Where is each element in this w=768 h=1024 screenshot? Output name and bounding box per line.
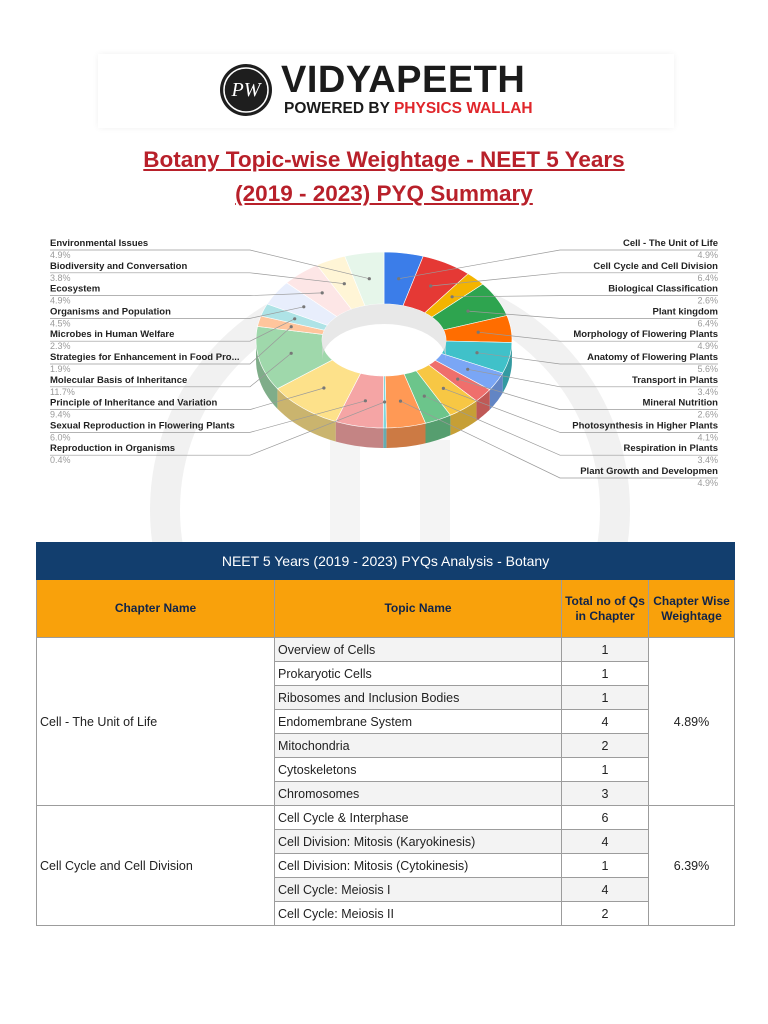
- topic-name-cell: Cell Division: Mitosis (Karyokinesis): [275, 830, 562, 854]
- table-row: [37, 806, 735, 830]
- table-row: [37, 638, 735, 662]
- slice-label: Principle of Inheritance and Variation: [50, 397, 218, 409]
- leader-dot: [475, 351, 478, 354]
- page-title-line-2: (2019 - 2023) PYQ Summary: [235, 181, 533, 206]
- slice-label: Sexual Reproduction in Flowering Plants: [50, 420, 235, 432]
- leader-dot: [466, 310, 469, 313]
- total-qs-cell: 2: [562, 902, 649, 926]
- slice-percent: 4.9%: [50, 295, 71, 306]
- leader-dot: [466, 368, 469, 371]
- topic-name-cell: Cell Cycle & Interphase: [275, 806, 562, 830]
- leader-dot: [399, 400, 402, 403]
- slice-label: Plant Growth and Developmen: [580, 466, 718, 477]
- slice-label: Environmental Issues: [50, 238, 149, 249]
- leader-dot: [322, 386, 325, 389]
- leader-dot: [302, 305, 305, 308]
- topic-name-cell: Cytoskeletons: [275, 758, 562, 782]
- page-title: [0, 143, 768, 211]
- slice-label: Biodiversity and Conversation: [50, 260, 188, 272]
- slice-percent: 3.4%: [697, 386, 718, 397]
- slice-percent: 6.0%: [50, 432, 71, 443]
- chapter-name-cell: Cell - The Unit of Life: [37, 638, 275, 806]
- slice-label: Anatomy of Flowering Plants: [587, 352, 718, 363]
- slice-percent: 1.9%: [50, 364, 71, 374]
- slice-percent: 3.4%: [697, 455, 718, 466]
- slice-percent: 4.5%: [50, 318, 71, 329]
- slice-percent: 6.4%: [697, 318, 718, 329]
- slice-label: Microbes in Human Welfare: [50, 329, 175, 341]
- total-qs-cell: 1: [562, 662, 649, 686]
- leader-dot: [456, 378, 459, 381]
- header-total-qs: Total no of Qs in Chapter: [562, 580, 649, 638]
- slice-percent: 2.3%: [50, 341, 71, 352]
- slice-label: Cell Cycle and Cell Division: [593, 260, 718, 272]
- page-title-line-1: Botany Topic-wise Weightage - NEET 5 Years: [143, 147, 625, 172]
- total-qs-cell: 6: [562, 806, 649, 830]
- table-title: NEET 5 Years (2019 - 2023) PYQs Analysis - Botany: [37, 543, 735, 580]
- topic-name-cell: Prokaryotic Cells: [275, 662, 562, 686]
- slice-label: Photosynthesis in Higher Plants: [572, 420, 718, 432]
- total-qs-cell: 1: [562, 758, 649, 782]
- donut-side-slice: [383, 428, 386, 448]
- leader-dot: [368, 277, 371, 280]
- topic-name-cell: Mitochondria: [275, 734, 562, 758]
- slice-label: Mineral Nutrition: [642, 397, 718, 409]
- total-qs-cell: 1: [562, 686, 649, 710]
- slice-percent: 4.9%: [50, 250, 71, 260]
- topic-weightage-donut-chart: [0, 225, 768, 490]
- slice-label: Plant kingdom: [652, 306, 718, 318]
- slice-percent: 5.6%: [697, 364, 718, 374]
- slice-percent: 4.9%: [697, 478, 718, 488]
- total-qs-cell: 4: [562, 710, 649, 734]
- slice-label: Organisms and Population: [50, 306, 171, 318]
- leader-dot: [429, 284, 432, 287]
- leader-dot: [451, 295, 454, 298]
- topic-name-cell: Chromosomes: [275, 782, 562, 806]
- slice-percent: 11.7%: [50, 386, 75, 397]
- brand-tagline: [284, 100, 533, 118]
- total-qs-cell: 3: [562, 782, 649, 806]
- leader-dot: [343, 282, 346, 285]
- slice-label: Biological Classification: [608, 283, 718, 295]
- leader-dot: [364, 399, 367, 402]
- total-qs-cell: 1: [562, 638, 649, 662]
- botany-analysis-table: [36, 542, 735, 926]
- slice-label: Molecular Basis of Inheritance: [50, 374, 188, 386]
- header-chapter-name: Chapter Name: [37, 580, 275, 638]
- slice-percent: 3.8%: [50, 272, 71, 283]
- chapter-weightage-cell: 6.39%: [649, 806, 735, 926]
- pw-logo-icon: [218, 62, 274, 118]
- slice-percent: 9.4%: [50, 409, 71, 420]
- header-chapter-weightage: Chapter Wise Weightage: [649, 580, 735, 638]
- slice-label: Ecosystem: [50, 283, 101, 295]
- slice-label: Transport in Plants: [631, 374, 718, 386]
- total-qs-cell: 4: [562, 830, 649, 854]
- topic-name-cell: Overview of Cells: [275, 638, 562, 662]
- slice-label: Strategies for Enhancement in Food Pro...: [50, 352, 240, 363]
- slice-percent: 2.6%: [697, 295, 718, 306]
- topic-name-cell: Cell Division: Mitosis (Cytokinesis): [275, 854, 562, 878]
- slice-label: Cell - The Unit of Life: [623, 238, 718, 249]
- chapter-name-cell: Cell Cycle and Cell Division: [37, 806, 275, 926]
- leader-dot: [293, 317, 296, 320]
- slice-percent: 4.1%: [697, 432, 718, 443]
- topic-name-cell: Cell Cycle: Meiosis II: [275, 902, 562, 926]
- total-qs-cell: 2: [562, 734, 649, 758]
- header-logo-band: [98, 54, 674, 128]
- leader-dot: [290, 352, 293, 355]
- slice-label: Respiration in Plants: [623, 443, 718, 455]
- leader-dot: [321, 291, 324, 294]
- slice-percent: 4.9%: [697, 250, 718, 260]
- leader-dot: [397, 277, 400, 280]
- topic-name-cell: Endomembrane System: [275, 710, 562, 734]
- slice-label: Reproduction in Organisms: [50, 443, 176, 455]
- logo-letters: PW: [231, 79, 261, 101]
- slice-percent: 0.4%: [50, 455, 71, 466]
- chapter-weightage-cell: 4.89%: [649, 638, 735, 806]
- slice-label: Morphology of Flowering Plants: [573, 329, 718, 341]
- header-topic-name: Topic Name: [275, 580, 562, 638]
- leader-dot: [423, 395, 426, 398]
- leader-dot: [442, 387, 445, 390]
- topic-name-cell: Cell Cycle: Meiosis I: [275, 878, 562, 902]
- total-qs-cell: 4: [562, 878, 649, 902]
- leader-dot: [290, 325, 293, 328]
- brand-name: VIDYAPEETH: [281, 59, 526, 101]
- slice-percent: 2.6%: [697, 409, 718, 420]
- slice-percent: 4.9%: [697, 341, 718, 352]
- leader-dot: [383, 400, 386, 403]
- tagline-prefix: POWERED BY: [284, 100, 390, 117]
- leader-dot: [477, 331, 480, 334]
- total-qs-cell: 1: [562, 854, 649, 878]
- tagline-accent: PHYSICS WALLAH: [393, 100, 533, 117]
- slice-percent: 6.4%: [697, 272, 718, 283]
- topic-name-cell: Ribosomes and Inclusion Bodies: [275, 686, 562, 710]
